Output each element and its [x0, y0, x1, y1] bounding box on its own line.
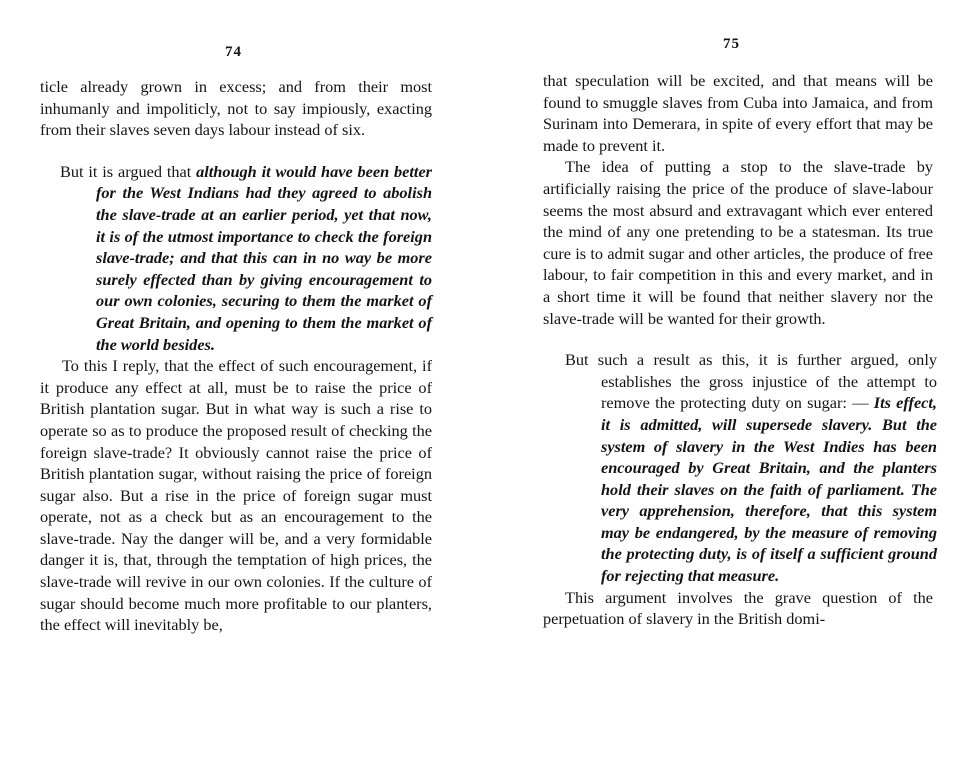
quote-intro: But it is argued that	[60, 161, 197, 181]
paragraph: ticle already grown in excess; and from their most inhumanly and impoliticly, not to say impiously, exacting from their slaves seven days labour instead of six.	[40, 77, 432, 140]
paragraph: that speculation will be excited, and that means will be found to smuggle slaves from Cuba into Jamaica, and from Surinam into Demerara, in spite of every effort that may be made to prevent it.	[543, 71, 933, 155]
paragraph: This argument involves the grave question of the perpetuation of slavery in the British domi-	[543, 587, 933, 629]
quote-intro: But such a result as this, it is further argued, only establishes the gross injustice of the attempt to remove the protecting duty on sugar: —	[565, 350, 937, 413]
page-number: 74	[225, 44, 242, 60]
left-page-text	[40, 76, 432, 636]
quote-italic: although it would have been better for the West Indians had they agreed to abolish the slave-trade at an earlier period, yet that now, it is of the utmost importance to check the foreign slave-trade; and that this can in no way be more surely effected than by giving encouragement to our own colonies, securing to them the market of Great Britain, and opening to them the market of the world besides.	[96, 161, 433, 354]
quoted-argument	[40, 161, 432, 355]
page-number: 75	[723, 36, 740, 52]
paragraph: To this I reply, that the effect of such encouragement, if it produce any effect at all, must be to raise the price of British plantation sugar. But in what way is such a rise to operate so as to produce the proposed result of checking the foreign slave-trade? It obviously cannot raise the price of British plantation sugar, without raising the price of foreign sugar also. But a rise in the price of foreign sugar must operate, not as a check but as an encouragement to the slave-trade. Nay the danger will be, and a very formidable danger it is, that, through the temptation of high prices, the slave-trade will revive in our own colonies. If the culture of sugar should become much more profitable to our planters, the effect will inevitably be,	[40, 356, 432, 635]
quote-italic: Its effect, it is admitted, will supersede slavery. But the system of slavery in the West Indies has been encouraged by Great Britain, and the planters hold their slaves on the faith of parliament. The very apprehension, therefore, that this system may be endangered, by the measure of removing the protecting duty, is of itself a sufficient ground for rejecting that measure.	[601, 393, 937, 586]
paragraph: The idea of putting a stop to the slave-trade by artificially raising the price of the produce of slave-labour seems the most absurd and extravagant which ever entered the mind of any one pretending to be a statesman. Its true cure is to admit sugar and other articles, the produce of free labour, to fair competition in this and every market, and in a short time it will be found that neither slavery nor the slave-trade will be wanted for their growth.	[543, 157, 933, 328]
quoted-argument	[543, 349, 937, 587]
right-page-text	[543, 70, 937, 630]
